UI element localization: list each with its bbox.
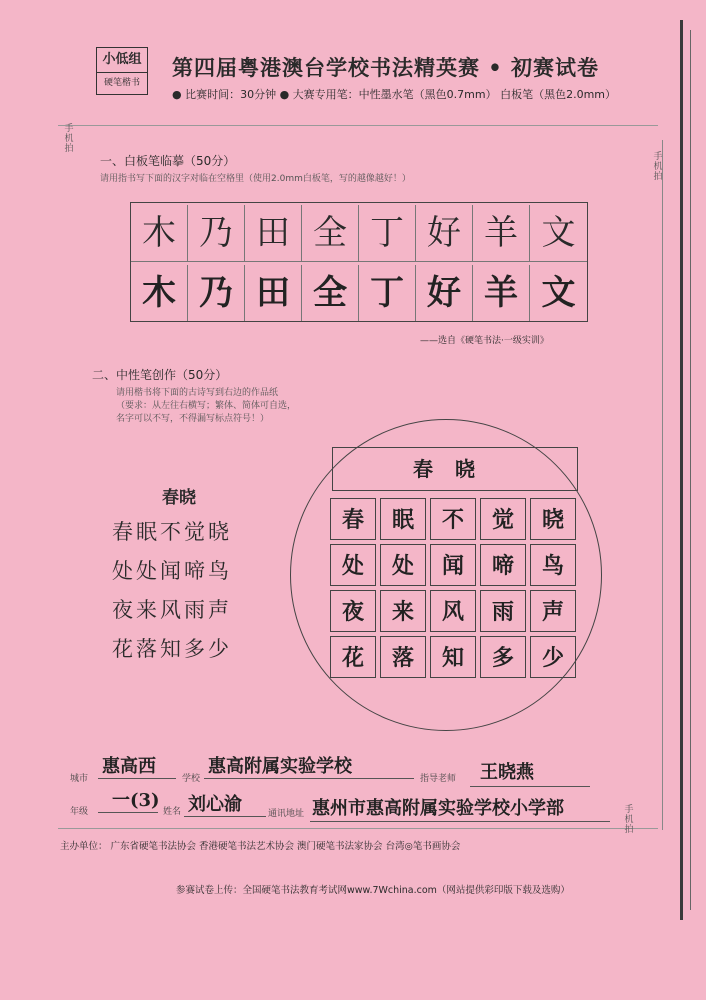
badge-style: 硬笔楷书 bbox=[103, 78, 140, 88]
teacher-underline bbox=[470, 786, 590, 787]
work-char: 晓 bbox=[530, 498, 576, 540]
written-char: 羊 bbox=[473, 265, 530, 321]
work-char: 花 bbox=[330, 636, 376, 678]
model-char: 好 bbox=[416, 205, 473, 261]
section2-note-line: 请用楷书将下面的古诗写到右边的作品纸 bbox=[116, 388, 279, 398]
work-char: 风 bbox=[430, 590, 476, 632]
name-underline bbox=[184, 816, 266, 817]
category-badge bbox=[96, 47, 148, 95]
poem-line: 花落知多少 bbox=[112, 637, 232, 661]
model-char: 羊 bbox=[473, 205, 530, 261]
exam-subtitle: ● 比赛时间：30分钟 ● 大赛专用笔：中性墨水笔（黑色0.7mm） 白板笔（黑色2.0mm） bbox=[172, 88, 617, 101]
grade-label: 年级 bbox=[70, 807, 89, 817]
work-char: 声 bbox=[530, 590, 576, 632]
work-char: 春 bbox=[330, 498, 376, 540]
model-char: 文 bbox=[541, 213, 576, 253]
section2-note-line: （要求：从左往右横写；繁体、简体可自选， bbox=[116, 401, 297, 411]
name-value: 刘心渝 bbox=[188, 794, 242, 815]
written-char: 全 bbox=[302, 265, 359, 321]
work-char: 夜 bbox=[330, 590, 376, 632]
work-char: 眠 bbox=[380, 498, 426, 540]
source-citation: ——选自《硬笔书法·一级实训》 bbox=[420, 336, 549, 346]
poem-line: 夜来风雨声 bbox=[112, 598, 232, 622]
address-value: 惠州市惠高附属实验学校小学部 bbox=[312, 798, 564, 819]
work-char: 雨 bbox=[480, 590, 526, 632]
model-char: 丁 bbox=[359, 205, 416, 261]
side-mark-left: 手机拍 bbox=[64, 124, 74, 154]
side-mark-right-bottom: 手机拍 bbox=[624, 805, 634, 835]
poem-line: 春眠不觉晓 bbox=[112, 520, 232, 544]
exam-title: 第四届粤港澳台学校书法精英赛 • 初赛试卷 bbox=[172, 55, 600, 80]
address-label: 通讯地址 bbox=[268, 809, 305, 819]
work-title: 春晓 bbox=[332, 447, 578, 491]
poem-title: 春晓 bbox=[162, 488, 196, 508]
work-char: 来 bbox=[380, 590, 426, 632]
written-char: 乃 bbox=[188, 265, 245, 321]
badge-group: 小低组 bbox=[97, 48, 147, 73]
work-char: 不 bbox=[430, 498, 476, 540]
work-char: 啼 bbox=[480, 544, 526, 586]
written-char: 好 bbox=[416, 265, 473, 321]
city-label: 城市 bbox=[70, 774, 89, 784]
header-divider bbox=[58, 125, 658, 126]
section2-title: 二、中性笔创作（50分） bbox=[92, 368, 228, 382]
margin-line bbox=[662, 140, 663, 830]
grade-value: 一(3) bbox=[112, 790, 160, 811]
organizers-line: 主办单位： 广东省硬笔书法协会 香港硬笔书法艺术协会 澳门硬笔书法家协会 台湾◎笔书画协会 bbox=[60, 841, 461, 852]
work-row bbox=[330, 544, 578, 586]
work-char: 鸟 bbox=[530, 544, 576, 586]
work-char: 闻 bbox=[430, 544, 476, 586]
work-row bbox=[330, 498, 578, 540]
grid-divider bbox=[131, 261, 587, 262]
upload-info: 参赛试卷上传：全国硬笔书法教育考试网www.7Wchina.com（网站提供彩印版下载及选购） bbox=[176, 885, 570, 896]
city-value: 惠高西 bbox=[102, 756, 156, 777]
written-char: 文 bbox=[541, 273, 576, 313]
footer-divider bbox=[58, 828, 658, 829]
side-mark-right-top: 手机拍 bbox=[653, 152, 663, 182]
written-char: 田 bbox=[245, 265, 302, 321]
model-char: 田 bbox=[245, 205, 302, 261]
model-char: 全 bbox=[302, 205, 359, 261]
model-char: 乃 bbox=[188, 205, 245, 261]
work-char: 少 bbox=[530, 636, 576, 678]
section2-note-line: 名字可以不写，不得漏写标点符号！） bbox=[116, 414, 270, 424]
grade-underline bbox=[98, 812, 158, 813]
work-char: 觉 bbox=[480, 498, 526, 540]
teacher-label: 指导老师 bbox=[420, 774, 457, 784]
work-row bbox=[330, 590, 578, 632]
work-char: 处 bbox=[330, 544, 376, 586]
work-grid bbox=[330, 498, 578, 682]
scan-edge-line bbox=[680, 20, 683, 920]
model-row bbox=[131, 205, 587, 261]
work-char: 处 bbox=[380, 544, 426, 586]
model-char: 木 bbox=[131, 205, 188, 261]
school-underline bbox=[204, 778, 414, 779]
school-label: 学校 bbox=[182, 774, 201, 784]
scan-edge-line bbox=[690, 30, 691, 910]
section1-title: 一、白板笔临摹（50分） bbox=[100, 154, 236, 168]
teacher-value: 王晓燕 bbox=[480, 762, 534, 783]
work-char: 落 bbox=[380, 636, 426, 678]
written-char: 木 bbox=[131, 265, 188, 321]
work-row bbox=[330, 636, 578, 678]
city-underline bbox=[98, 778, 176, 779]
written-char: 丁 bbox=[359, 265, 416, 321]
address-underline bbox=[310, 821, 610, 822]
copy-grid bbox=[130, 202, 588, 322]
school-value: 惠高附属实验学校 bbox=[208, 756, 352, 777]
written-row bbox=[131, 265, 587, 321]
work-char: 知 bbox=[430, 636, 476, 678]
section1-note: 请用指书写下面的汉字对临在空格里（使用2.0mm白板笔，写的越像越好！） bbox=[100, 174, 411, 184]
work-char: 多 bbox=[480, 636, 526, 678]
poem-line: 处处闻啼鸟 bbox=[112, 559, 232, 583]
name-label: 姓名 bbox=[163, 807, 182, 817]
